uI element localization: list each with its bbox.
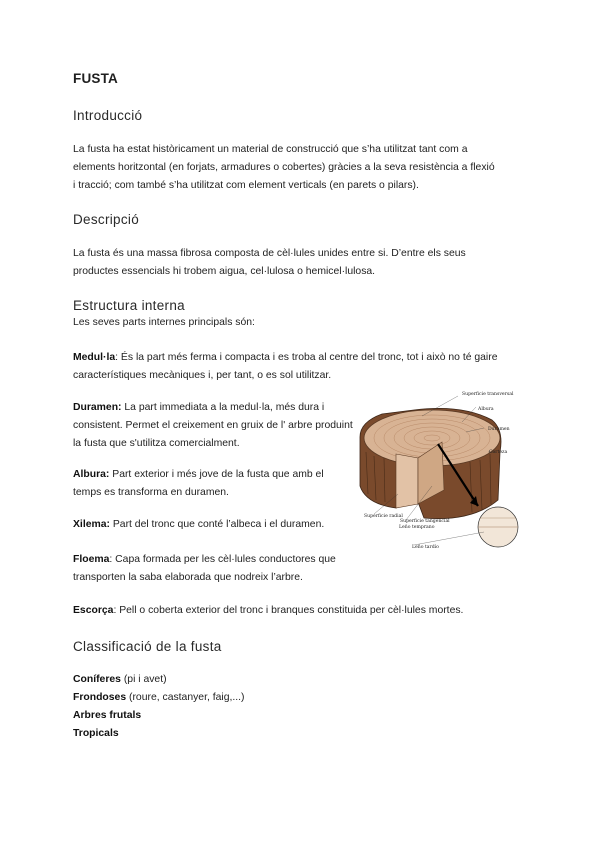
- text-line: elements horitzontal (en forjats, armadures o cobertes) gràcies a la seva resistència a flexió: [73, 162, 495, 173]
- text-line: La fusta és una massa fibrosa composta de cèl·lules unides entre si. D’entre els seus: [73, 248, 466, 259]
- text-line: temps es transforma en duramen.: [73, 487, 229, 498]
- heading-estructura: Estructura interna: [73, 298, 185, 313]
- text-line: : Pell o coberta exterior del tronc i branques constituida per cèl·lules mortes.: [113, 605, 464, 616]
- list-item: Frondoses (roure, castanyer, faig,...): [73, 692, 245, 703]
- list-item: Tropicals: [73, 728, 119, 739]
- text-line: La fusta ha estat històricament un material de construcció que s’ha utilitzat tant com a: [73, 144, 468, 155]
- text-line: i tracció; com també s’ha utilitzat com element verticals (en parets o pilars).: [73, 180, 419, 191]
- item-albura: [73, 466, 324, 502]
- label-superficie-tangencial: Superficie tangencial: [400, 519, 450, 524]
- label-corteza: Corteza: [489, 450, 508, 455]
- text-line: : És la part més ferma i compacta i es troba al centre del tronc, tot i això no té gaire: [115, 352, 498, 363]
- term-albura: Albura:: [73, 469, 110, 480]
- list-classificacio: [73, 671, 245, 743]
- estructura-intro: Les seves parts internes principals són:: [73, 317, 255, 328]
- heading-introduccio: Introducció: [73, 108, 143, 123]
- item-xilema: [73, 516, 324, 534]
- heading-classificacio: Classificació de la fusta: [73, 639, 222, 654]
- heading-descripcio: Descripció: [73, 212, 140, 227]
- trunk-cross-section-diagram: [352, 382, 532, 552]
- label-leno-temprano: Leño temprano: [399, 525, 435, 530]
- page-title: FUSTA: [73, 71, 118, 86]
- list-item: Arbres frutals: [73, 710, 142, 721]
- item-duramen: [73, 399, 353, 453]
- text-line: Part exterior i més jove de la fusta que amb el: [109, 469, 324, 480]
- text-line: La part immediata a la medul·la, més dura i: [121, 402, 325, 413]
- item-medulla: [73, 349, 497, 385]
- item-floema: [73, 551, 336, 587]
- term-floema: Floema: [73, 554, 110, 565]
- text-line: transporten la saba elaborada que nodreix l’arbre.: [73, 572, 303, 583]
- text-line: : Capa formada per les cèl·lules conductores que: [109, 554, 336, 565]
- text-line: la fusta que s'utilitza comercialment.: [73, 438, 240, 449]
- list-item: Coníferes (pi i avet): [73, 674, 167, 685]
- label-superficie-transversal: Superficie transversal: [462, 392, 514, 397]
- text-line: Part del tronc que conté l’albeca i el duramen.: [109, 519, 325, 530]
- text-line: productes essencials hi trobem aigua, cel·lulosa o hemicel·lulosa.: [73, 266, 376, 277]
- term-xilema: Xilema:: [73, 519, 110, 530]
- term-escorca: Escorça: [73, 605, 114, 616]
- label-leno-tardio: Leño tardío: [412, 545, 439, 550]
- text-line: característiques mecàniques i, per tant, o es sol utilitzar.: [73, 370, 332, 381]
- term-medulla: Medul·la: [73, 352, 116, 363]
- text-line: consistent. Permet el creixement en gruix de l' arbre produint: [73, 420, 353, 431]
- paragraph-introduccio: [73, 141, 495, 195]
- paragraph-descripcio: [73, 245, 466, 281]
- label-duramen: Duramen: [488, 427, 510, 432]
- radial-face: [396, 454, 418, 508]
- label-albura: Albura: [478, 407, 494, 412]
- term-duramen: Duramen:: [73, 402, 122, 413]
- label-superficie-radial: Superficie radial: [364, 514, 403, 519]
- item-escorca: [73, 602, 463, 620]
